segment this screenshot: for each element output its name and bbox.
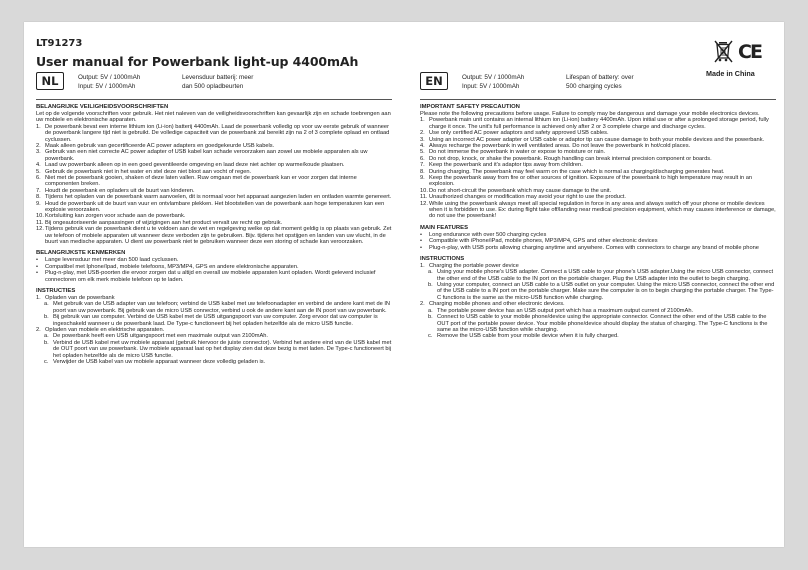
section-heading: BELANGRIJKSTE KENMERKEN <box>36 250 126 257</box>
list-item: 1. Charging the portable power device <box>420 262 519 269</box>
list-item: 3. Gebruik van een niet correcte AC power adapter of USB kabel kan schade veroorzaken aan zowel uw mobiele apparaten als uw powerbank. <box>36 149 368 162</box>
language-badge-en: EN <box>420 72 448 90</box>
list-item: 11. Bij ongeautoriseerde aanpassingen of wijzigingen aan het product vervalt uw recht op gebruik. <box>36 219 283 226</box>
list-item: • Plug-n-play, with USB ports allowing charging anytime and anywhere. Comes with connectors to charge any brand of mobile phone <box>420 244 759 251</box>
list-item: 5. Gebruik de powerbank niet in het water en stel deze niet bloot aan vocht of regen. <box>36 168 252 175</box>
list-item: • Plug-n-play, met USB-poorten die ervoor zorgen dat u altijd en overall uw mobiele apparaten kunt opladen. Wordt geleverd inclusief connectoren om elk merk mobiele telefoon op te laden. <box>36 270 376 283</box>
header-nl <box>36 72 392 100</box>
sub-item: b. Using your computer, connect an USB cable to a USB outlet on your computer. Using the micro USB connector, connect the other end of the USB cable to a IN port on the portable charger. Make sure the computer is on to begin charging the portable charger. The Type-C functions is the same as the micro-USB function while charging. <box>428 282 775 301</box>
sub-item: b. Connect to USB cable to your mobile phone/device using the appropriate connector. Connect the other end of the USB cable to the OUT port of the portable power device. Your mobile phone/device should display the status of charging. The Type-C functions is the same as the micro-USB function while charging. <box>428 314 768 333</box>
list-item: 10. Do not short-circuit the powerbank which may cause damage to the unit. <box>420 187 612 194</box>
list-item: 2. Use only certified AC power adaptors and safety approved USB cables. <box>420 130 609 137</box>
sub-item: b. Bij gebruik van uw computer. Verbind de USB kabel met de USB uitgangspoort van uw computer. Zorg ervoor dat uw computer is ingeschakeld wanneer u de powerbank laad. De Type-c functioneert bij het opladen hetzelfde als de micro USB functie. <box>44 314 378 327</box>
list-item: 6. Niet met de powerbank gooien, shaken of deze laten vallen. Ruw omgaan met de powerbank kan er voor zorgen dat interne componenten breken. <box>36 174 357 188</box>
product-code: LT91273 <box>36 38 83 49</box>
sub-item: a. De powerbank heeft een USB uitgangspoort met een maximale output van 2100mAh. <box>44 333 268 340</box>
list-item: 4. Always recharge the powerbank in well ventilated areas. Do not leave the powerbank in hot/cold places. <box>420 142 691 149</box>
section-heading: IMPORTANT SAFETY PRECAUTION <box>420 104 520 110</box>
sub-item: c. Remove the USB cable from your mobile device when it is fully charged. <box>428 333 619 340</box>
list-item: • Compatible with iPhone/iPad, mobile phones, MP3/MP4, GPS and other electronic devices <box>420 238 658 245</box>
section-heading: BELANGRIJKE VEILIGHEIDSVOORSCHRIFTEN <box>36 104 169 110</box>
list-item: • Lange levensduur met meer dan 500 laad cyclussen. <box>36 257 179 264</box>
list-item: 1. Powerbank main unit contains an internal lithium ion (Li-ion) battery 4400mAh. Upon initial use or after a prolonged storage period, fully charge it once. The unit's full performance is achieved only after 2 or 3 complete charge and discharge cycles. <box>420 117 769 130</box>
features-list-en <box>420 232 776 251</box>
list-item: • Compatibel met Iphone/Ipad, mobiele telefoons, MP3/MP4, GPS en andere elektronische apparaten. <box>36 263 299 270</box>
section-heading: MAIN FEATURES <box>420 224 468 231</box>
section-intro: Let op de volgende voorschriften voor gebruik. Het niet naleven van de veiligheidsvoorschriften kan gevaarlijk zijn en schade toebrengen aan uw mobiele en elektronische apparaten. <box>36 110 391 124</box>
list-item: 1. De powerbank bevat een interne lithium ion (Li-ion) batterij 4400mAh. Laad de powerbank volledig op voor uw eerste gebruik of wanneer de powerbank langere tijd niet is gebruikt. De volledige capaciteit van de powerbank zal bereikt zijn na 2 of 3 complete oplaad en ontlaad cyclussen. <box>36 123 390 143</box>
list-item: • Long endurance with over 500 charging cycles <box>420 231 547 238</box>
list-item: 2. Charging mobile phones and other electronic devices. <box>420 301 565 308</box>
section-heading: INSTRUCTIES <box>36 287 76 294</box>
body-en <box>420 100 776 340</box>
battery-line: Levensduur batterij: meer <box>182 74 254 81</box>
list-item: 12. While using the powerbank always meet all special regulation in force in any area and always switch off your phone or mobile devices when it is forbidden to use. Ex: during flight take off/landing near medical precision equipment, which may causes interference or damage, do not use the powerbank! <box>420 200 776 220</box>
column-en <box>420 72 776 340</box>
list-item: 6. Do not drop, knock, or shake the powerbank. Rough handling can break internal precision component or boards. <box>420 155 712 162</box>
list-item: 11. Unauthorized changes or modification may avoid your right to use the product. <box>420 194 626 201</box>
list-item: 9. Keep the powerbank away from fire or other sources of ignition. Exposure of the powerbank to high temperature may result in an explosion. <box>420 174 753 188</box>
column-nl <box>36 72 392 365</box>
language-badge-nl: NL <box>36 72 64 90</box>
list-item: 5. Do not immerse the powerbank in water or expose to moisture or rain. <box>420 149 606 156</box>
list-item: 7. Keep the powerbank and it's adaptor tips away from children. <box>420 162 583 169</box>
list-item: 3. Using an incorrect AC power adapter or USB cable or adaptor tip can cause damage to both your mobile devices and the powerbank. <box>420 136 765 143</box>
battery-line: Lifespan of battery: over <box>566 74 634 81</box>
list-item: 9. Houd de powerbank uit de buurt van vuur en ontvlambare plekken. Het blootstellen van de powerbank aan hoge temperaturen kan een explosie veroorzaken. <box>36 200 385 213</box>
battery-line: 500 charging cycles <box>566 82 622 90</box>
spec-output: Output: 5V / 1000mAh <box>462 74 525 81</box>
list-item: 7. Houdt de powerbank en opladers uit de buurt van kinderen. <box>36 187 195 194</box>
body-nl <box>36 100 392 365</box>
list-item: 2. Opladen van mobiele en elektrische apparaten. <box>36 326 165 333</box>
safety-list-nl <box>36 124 392 246</box>
list-item: 2. Maak alleen gebruik van gecertificeerde AC power adapters en goedgekeurde USB kabels. <box>36 142 275 149</box>
safety-list-en <box>420 117 776 220</box>
list-item: 8. Tijdens het opladen van de powerbank warm aanvoelen, dit is normaal voor het apparaat aangezien laden en ontladen warmte genereert. <box>36 194 392 201</box>
section-heading: INSTRUCTIONS <box>420 255 465 262</box>
sub-item: a. Using your mobile phone's USB adapter. Connect a USB cable to your phone's USB adapter.Using the micro USB connector, connect the other end of the USB cable to the IN port on the portable charger. Plug the USB adapter into the outlet to begin charging. <box>428 269 774 282</box>
ce-mark: CE <box>738 41 761 63</box>
spec-input: Input: 5V / 1000mAh <box>462 82 520 90</box>
instructions-list-nl <box>36 295 392 365</box>
list-item: 12. Tijdens gebruik van de powerbank dient u te voldoen aan de wet en regelgeving welke op dat moment geldig is op plaats van gebruik. Zet uw telefoon of mobiele apparaten uit wanneer deze verboden zijn te gebruiken. Bijv. tijdens het opstijgen en landen van uw vlucht, in de buurt van medische apparaten. U dient uw powerbank niet te gebruiken wanneer deze een storing of schade kan veroorzaken. <box>36 226 392 246</box>
spec-input: Input: 5V / 1000mAh <box>78 82 136 90</box>
battery-line: dan 500 opladbeurten <box>182 82 244 90</box>
sub-item: b. Verbind de USB kabel met uw mobiele apparaat (gebruik hiervoor de juiste connector). Verbind het andere eind van de USB kabel met de OUT poort van uw powerbank. Uw mobiele apparaat laat op het display zien dat deze bezig is met laden. De Type-c functioneert bij het opladen hetzelfde als de micro USB functie. <box>44 339 392 359</box>
features-list-nl <box>36 257 392 283</box>
sub-item: a. The portable power device has an USB output port which has a maximum output current of 2100mAh. <box>428 307 694 314</box>
made-in-label: Made in China <box>706 69 755 78</box>
specs-nl <box>78 74 140 91</box>
list-item: 1. Opladen van de powerbank <box>36 294 115 301</box>
manual-sheet <box>24 22 784 547</box>
specs-en <box>462 74 524 91</box>
list-item: 4. Laad uw powerbank alleen op in een goed geventileerde omgeving en laad deze niet achter op warme/koude plaatsen. <box>36 162 345 169</box>
sub-item: a. Met gebruik van de USB adapter van uw telefoon; verbind de USB kabel met uw telefoonadapter en verbind de andere kant met de IN poort van uw powerbank. Bij gebruik van de micro USB connector, verbind u ook de andere kant aan de IN poort van uw powerbank. <box>44 301 391 314</box>
header-en <box>420 72 776 100</box>
section-intro: Please note the following precautions before usage. Failure to comply may be dangerous and damage your mobile electronics devices. <box>420 110 760 117</box>
page-title: User manual for Powerbank light-up 4400mAh <box>36 54 359 69</box>
list-item: 10. Kortsluiting kan zorgen voor schade aan de powerbank. <box>36 213 186 220</box>
instructions-list-en <box>420 263 776 340</box>
sub-item: c. Verwijder de USB kabel van uw mobiele apparaat wanneer deze volledig geladen is. <box>44 358 266 365</box>
crossed-out-bin-icon <box>714 40 734 64</box>
battery-en <box>557 74 808 91</box>
spec-output: Output: 5V / 1000mAh <box>78 74 141 81</box>
list-item: 8. During charging. The powerbank may feel warm on the case which is normal as charging/discharging generates heat. <box>420 168 725 175</box>
